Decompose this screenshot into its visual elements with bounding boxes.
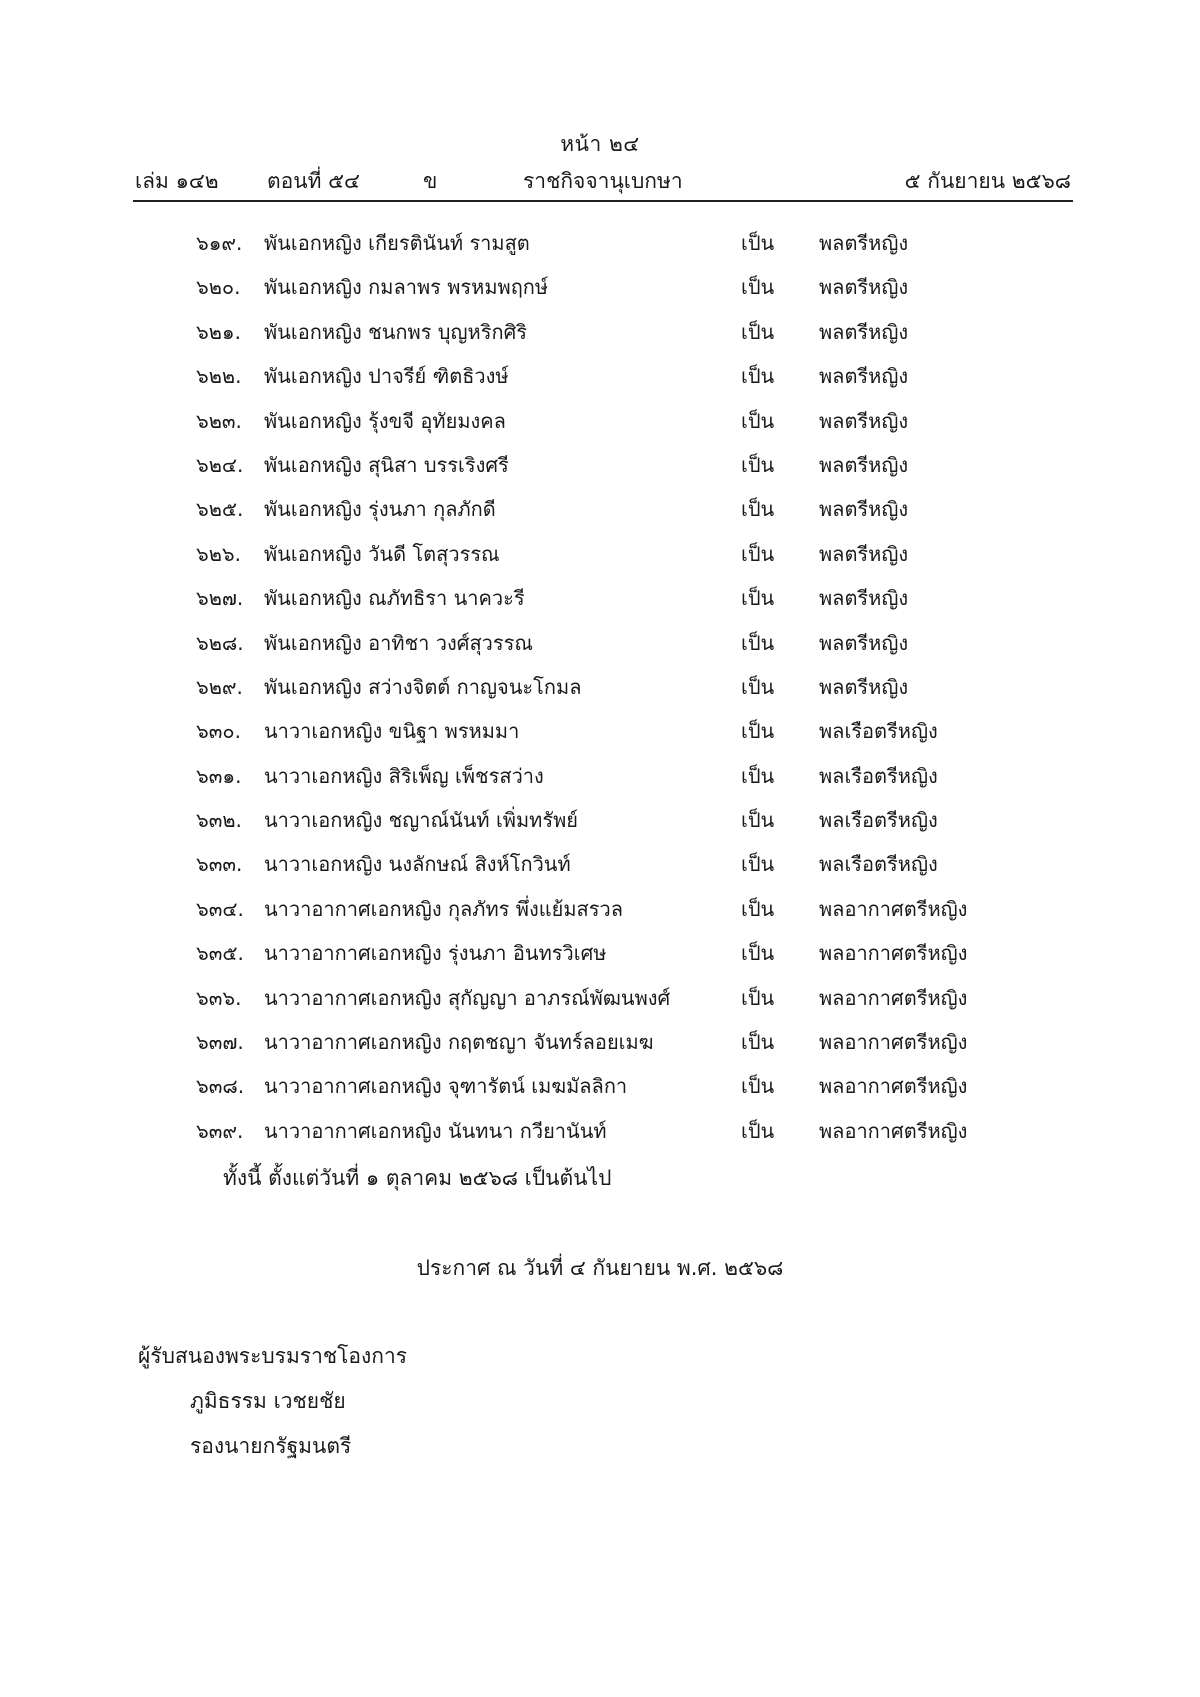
entry-name: พันเอกหญิง ณภัทธิรา นาควะรี: [264, 586, 525, 611]
entry-number: ๖๓๐.: [196, 719, 241, 744]
entry-name: พันเอกหญิง กมลาพร พรหมพฤกษ์: [264, 275, 549, 300]
entry-name: นาวาเอกหญิง สิริเพ็ญ เพ็ชรสว่าง: [264, 763, 544, 788]
entry-name: พันเอกหญิง ชนกพร บุญหริกศิริ: [264, 319, 528, 344]
entry-number: ๖๓๓.: [196, 852, 243, 877]
announcement-date: ประกาศ ณ วันที่ ๔ กันยายน พ.ศ. ๒๕๖๘: [416, 1256, 784, 1280]
entry-name: นาวาอากาศเอกหญิง สุกัญญา อาภรณ์พัฒนพงศ์: [264, 985, 671, 1010]
entry-new-rank: พลเรือตรีหญิง: [819, 763, 938, 788]
entry-number: ๖๓๗.: [196, 1030, 244, 1055]
entry-number: ๖๒๔.: [196, 452, 244, 477]
list-item: [196, 539, 1036, 583]
issue-label: ตอนที่ ๕๔: [267, 169, 360, 193]
entry-number: ๖๓๑.: [196, 763, 242, 788]
entry-name: นาวาอากาศเอกหญิง กุลภัทร พึ่งแย้มสรวล: [264, 896, 623, 921]
entry-number: ๖๒๐.: [196, 275, 241, 300]
entry-name: พันเอกหญิง ปาจรีย์ ฑิตธิวงษ์: [264, 364, 509, 389]
list-item: [196, 716, 1036, 760]
entry-new-rank: พลตรีหญิง: [819, 497, 909, 522]
section-label: ข: [423, 169, 438, 193]
entry-name: นาวาอากาศเอกหญิง นันทนา กวียานันท์: [264, 1118, 607, 1143]
entry-be: เป็น: [741, 985, 775, 1010]
entry-number: ๖๒๒.: [196, 364, 242, 389]
entry-be: เป็น: [741, 630, 775, 655]
entry-name: พันเอกหญิง เกียรตินันท์ รามสูต: [264, 231, 530, 255]
effective-date-statement: ทั้งนี้ ตั้งแต่วันที่ ๑ ตุลาคม ๒๕๖๘ เป็นต้นไป: [223, 1166, 612, 1190]
entry-be: เป็น: [741, 319, 775, 344]
entry-be: เป็น: [741, 364, 775, 389]
volume-label: เล่ม ๑๔๒: [135, 169, 219, 193]
entry-be: เป็น: [741, 763, 775, 788]
entry-number: ๖๒๕.: [196, 497, 244, 522]
entry-be: เป็น: [741, 852, 775, 877]
entry-new-rank: พลตรีหญิง: [819, 319, 909, 344]
entry-be: เป็น: [741, 231, 775, 255]
list-item: [196, 317, 1036, 361]
entry-be: เป็น: [741, 275, 775, 300]
list-item: [196, 1027, 1036, 1071]
entry-new-rank: พลอากาศตรีหญิง: [819, 1074, 968, 1099]
entry-be: เป็น: [741, 674, 775, 699]
list-item: [196, 938, 1036, 982]
list-item: [196, 849, 1036, 893]
entry-new-rank: พลตรีหญิง: [819, 674, 909, 699]
entry-new-rank: พลอากาศตรีหญิง: [819, 1030, 968, 1055]
entry-new-rank: พลตรีหญิง: [819, 231, 909, 255]
entry-number: ๖๓๔.: [196, 896, 244, 921]
list-item: [196, 361, 1036, 405]
entry-number: ๖๒๗.: [196, 586, 244, 611]
entry-number: ๖๒๙.: [196, 674, 243, 699]
entry-be: เป็น: [741, 452, 775, 477]
entry-name: พันเอกหญิง สุนิสา บรรเริงศรี: [264, 452, 509, 477]
list-item: [196, 894, 1036, 938]
promotion-list: [196, 228, 1036, 1160]
entry-new-rank: พลตรีหญิง: [819, 630, 909, 655]
gazette-header: [135, 165, 1071, 199]
list-item: [196, 628, 1036, 672]
list-item: [196, 272, 1036, 316]
list-item: [196, 494, 1036, 538]
entry-name: พันเอกหญิง อาทิชา วงศ์สุวรรณ: [264, 630, 533, 655]
entry-be: เป็น: [741, 497, 775, 522]
entry-be: เป็น: [741, 1074, 775, 1099]
entry-be: เป็น: [741, 586, 775, 611]
signer-name: ภูมิธรรม เวชยชัย: [190, 1389, 346, 1413]
list-item: [196, 1116, 1036, 1160]
entry-number: ๖๓๘.: [196, 1074, 245, 1099]
entry-number: ๖๓๖.: [196, 985, 242, 1010]
entry-be: เป็น: [741, 896, 775, 921]
entry-number: ๖๓๙.: [196, 1118, 244, 1143]
entry-new-rank: พลอากาศตรีหญิง: [819, 896, 968, 921]
entry-new-rank: พลตรีหญิง: [819, 541, 909, 566]
entry-name: พันเอกหญิง สว่างจิตต์ กาญจนะโกมล: [264, 674, 582, 699]
entry-name: นาวาอากาศเอกหญิง รุ่งนภา อินทรวิเศษ: [264, 941, 607, 966]
list-item: [196, 406, 1036, 450]
entry-be: เป็น: [741, 541, 775, 566]
entry-new-rank: พลตรีหญิง: [819, 408, 909, 433]
entry-name: นาวาอากาศเอกหญิง กฤตชญา จันทร์ลอยเมฆ: [264, 1030, 654, 1055]
issue-date: ๕ กันยายน ๒๕๖๘: [904, 169, 1071, 193]
entry-name: พันเอกหญิง รุ่งนภา กุลภักดี: [264, 497, 496, 522]
page-number: หน้า ๒๔: [560, 132, 640, 156]
entry-number: ๖๒๖.: [196, 541, 241, 566]
entry-number: ๖๒๓.: [196, 408, 242, 433]
list-item: [196, 228, 1036, 272]
list-item: [196, 805, 1036, 849]
countersign-label: ผู้รับสนองพระบรมราชโองการ: [138, 1344, 408, 1368]
entry-be: เป็น: [741, 408, 775, 433]
entry-number: ๖๒๘.: [196, 630, 244, 655]
list-item: [196, 1071, 1036, 1115]
entry-new-rank: พลตรีหญิง: [819, 586, 909, 611]
entry-number: ๖๒๑.: [196, 319, 241, 344]
entry-new-rank: พลตรีหญิง: [819, 452, 909, 477]
list-item: [196, 450, 1036, 494]
entry-be: เป็น: [741, 941, 775, 966]
entry-be: เป็น: [741, 1030, 775, 1055]
entry-new-rank: พลตรีหญิง: [819, 275, 909, 300]
entry-new-rank: พลเรือตรีหญิง: [819, 719, 938, 744]
entry-new-rank: พลอากาศตรีหญิง: [819, 1118, 968, 1143]
entry-be: เป็น: [741, 808, 775, 833]
entry-name: พันเอกหญิง รุ้งขจี อุทัยมงคล: [264, 408, 506, 433]
entry-new-rank: พลเรือตรีหญิง: [819, 808, 938, 833]
header-divider: [133, 200, 1073, 202]
entry-name: นาวาเอกหญิง ขนิฐา พรหมมา: [264, 719, 520, 744]
list-item: [196, 672, 1036, 716]
entry-name: นาวาเอกหญิง นงลักษณ์ สิงห์โกวินท์: [264, 852, 571, 877]
entry-name: พันเอกหญิง วันดี โตสุวรรณ: [264, 541, 500, 566]
entry-new-rank: พลอากาศตรีหญิง: [819, 985, 968, 1010]
entry-new-rank: พลเรือตรีหญิง: [819, 852, 938, 877]
entry-new-rank: พลอากาศตรีหญิง: [819, 941, 968, 966]
gazette-title: ราชกิจจานุเบกษา: [523, 169, 683, 193]
list-item: [196, 983, 1036, 1027]
entry-new-rank: พลตรีหญิง: [819, 364, 909, 389]
entry-be: เป็น: [741, 1118, 775, 1143]
entry-name: นาวาอากาศเอกหญิง จุฑารัตน์ เมฆมัลลิกา: [264, 1074, 628, 1099]
entry-number: ๖๓๕.: [196, 941, 244, 966]
list-item: [196, 583, 1036, 627]
entry-number: ๖๓๒.: [196, 808, 242, 833]
entry-name: นาวาเอกหญิง ชญาณ์นันท์ เพิ่มทรัพย์: [264, 808, 578, 833]
entry-number: ๖๑๙.: [196, 231, 243, 255]
signer-title: รองนายกรัฐมนตรี: [190, 1434, 352, 1458]
entry-be: เป็น: [741, 719, 775, 744]
list-item: [196, 761, 1036, 805]
